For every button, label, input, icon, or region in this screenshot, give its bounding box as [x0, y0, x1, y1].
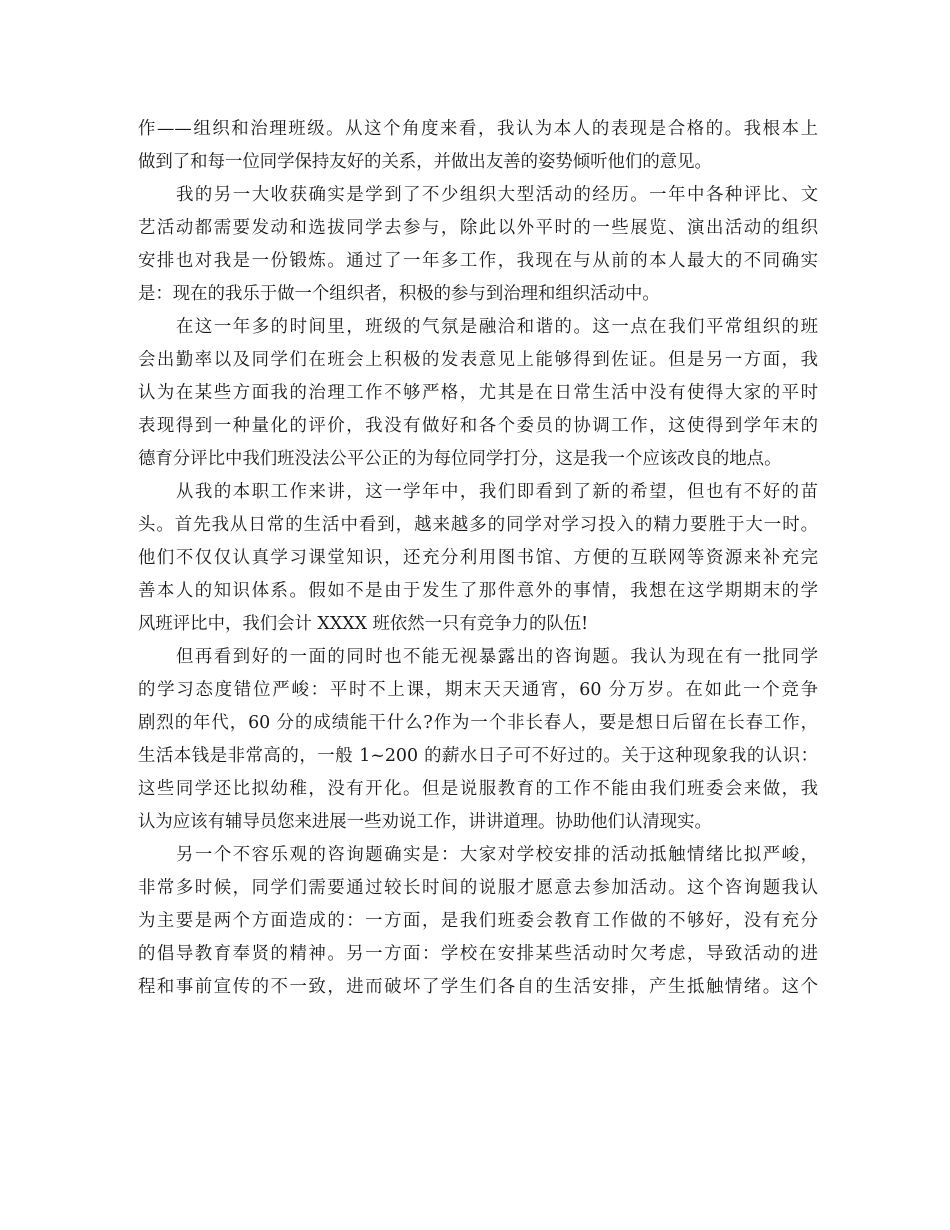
text-line: 头。首先我从日常的生活中看到，越来越多的同学对学习投入的精力要胜于大一时。 [138, 515, 818, 535]
text-line: 认为在某些方面我的治理工作不够严格，尤其是在日常生活中没有使得大家的平时 [138, 383, 818, 403]
paragraph-first-line: 在这一年多的时间里，班级的气氛是融洽和谐的。这一点在我们平常组织的班 [176, 317, 818, 337]
text-line: 的倡导教育奉贤的精神。另一方面：学校在安排某些活动时欠考虑，导致活动的进 [138, 944, 818, 964]
text-line: 会出勤率以及同学们在班会上积极的发表意见上能够得到佐证。但是另一方面，我 [138, 350, 818, 370]
text-line: 生活本钱是非常高的，一般 1~200 的薪水日子可不好过的。关于这种现象我的认识： [138, 746, 818, 766]
text-line: 风班评比中，我们会计 XXXX 班依然一只有竞争力的队伍! [138, 614, 589, 634]
text-line: 安排也对我是一份锻炼。通过了一年多工作，我现在与从前的本人最大的不同确实 [138, 251, 818, 271]
text-line: 善本人的知识体系。假如不是由于发生了那件意外的事情，我想在这学期期末的学 [138, 581, 818, 601]
paragraph-first-line: 从我的本职工作来讲，这一学年中，我们即看到了新的希望，但也有不好的苗 [176, 482, 818, 502]
text-line: 认为应该有辅导员您来进展一些劝说工作，讲讲道理。协助他们认清现实。 [138, 812, 712, 832]
document-body [138, 113, 818, 1004]
text-line: 艺活动都需要发动和选拔同学去参与，除此以外平时的一些展览、演出活动的组织 [138, 218, 818, 238]
text-line: 做到了和每一位同学保持友好的关系，并做出友善的姿势倾听他们的意见。 [138, 152, 712, 172]
text-line: 表现得到一种量化的评价，我没有做好和各个委员的协调工作，这使得到学年末的 [138, 416, 818, 436]
paragraph-first-line: 但再看到好的一面的同时也不能无视暴露出的咨询题。我认为现在有一批同学 [176, 647, 818, 667]
text-line: 程和事前宣传的不一致，进而破坏了学生们各自的生活安排，产生抵触情绪。这个 [138, 977, 818, 997]
text-line: 为主要是两个方面造成的：一方面，是我们班委会教育工作做的不够好，没有充分 [138, 911, 818, 931]
text-line: 他们不仅仅认真学习课堂知识，还充分利用图书馆、方便的互联网等资源来补充完 [138, 548, 818, 568]
text-line: 作——组织和治理班级。从这个角度来看，我认为本人的表现是合格的。我根本上 [138, 119, 818, 139]
text-line: 非常多时候，同学们需要通过较长时间的说服才愿意去参加活动。这个咨询题我认 [138, 878, 818, 898]
text-line: 是：现在的我乐于做一个组织者，积极的参与到治理和组织活动中。 [138, 284, 660, 304]
text-line: 的学习态度错位严峻：平时不上课，期末天天通宵，60 分万岁。在如此一个竞争 [138, 680, 818, 700]
text-line: 德育分评比中我们班没法公平公正的为每位同学打分，这是我一个应该改良的地点。 [138, 449, 782, 469]
paragraph-first-line: 另一个不容乐观的咨询题确实是：大家对学校安排的活动抵触情绪比拟严峻， [176, 845, 818, 865]
paragraph-first-line: 我的另一大收获确实是学到了不少组织大型活动的经历。一年中各种评比、文 [176, 185, 818, 205]
text-line: 剧烈的年代，60 分的成绩能干什么?作为一个非长春人，要是想日后留在长春工作， [138, 713, 818, 733]
text-line: 这些同学还比拟幼稚，没有开化。但是说服教育的工作不能由我们班委会来做，我 [138, 779, 818, 799]
